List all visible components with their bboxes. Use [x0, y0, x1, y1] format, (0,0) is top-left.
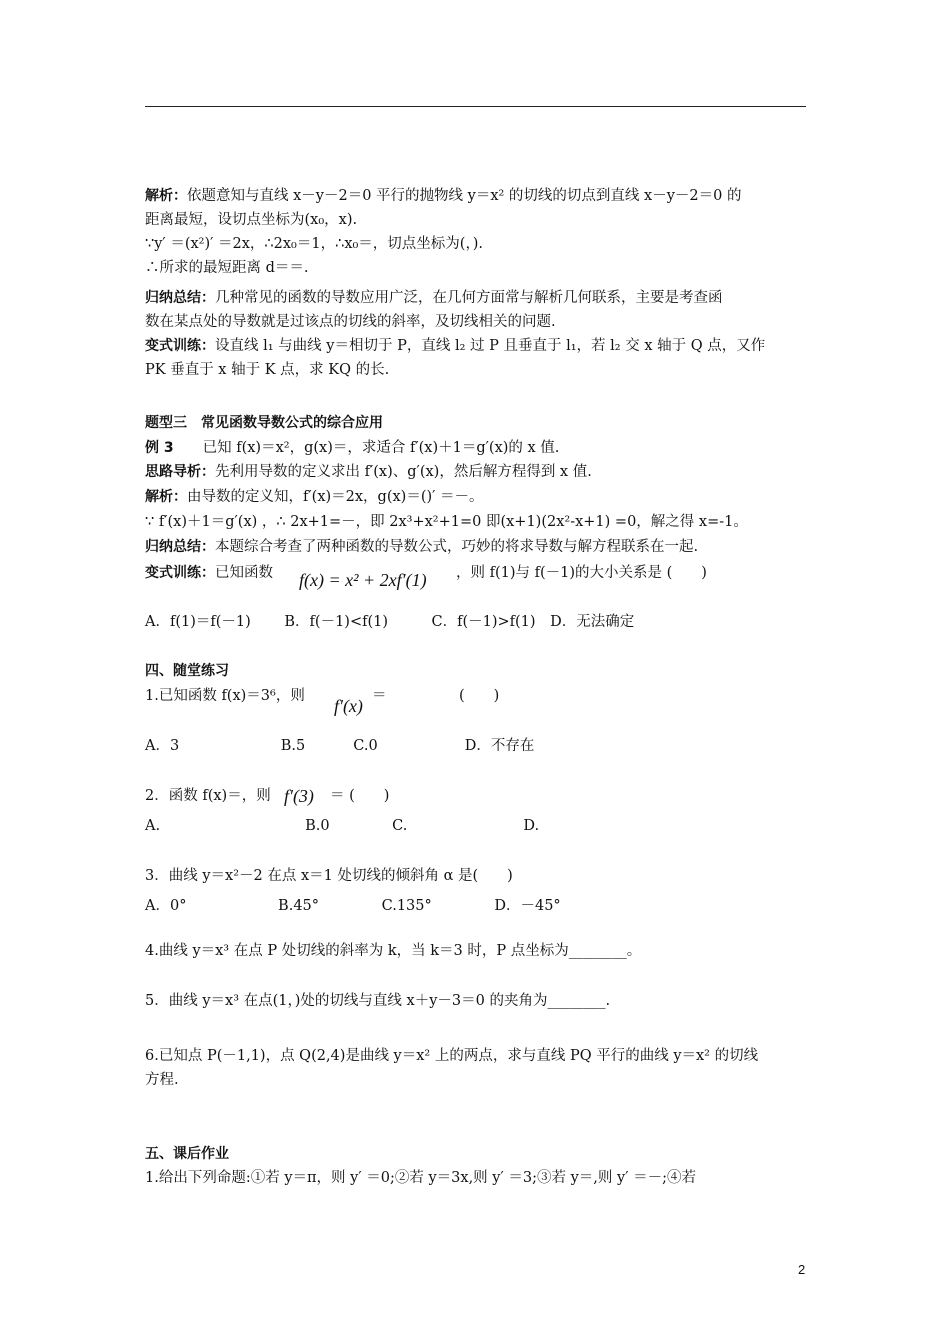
line-text: A．0° B.45° C.135° D．－45°: [145, 898, 561, 914]
text-line: [145, 612, 634, 632]
line-label: 变式训练：: [145, 338, 215, 354]
text-line: [145, 941, 641, 961]
text-line: [145, 991, 610, 1011]
line-text: 3．曲线 y＝x²－2 在点 x＝1 处切线的倾斜角 α 是( ): [145, 868, 513, 884]
text-line: [145, 661, 229, 681]
line-text: 6.已知点 P(－1,1)，点 Q(2,4)是曲线 y＝x² 上的两点，求与直线 PQ 平行的曲线 y＝x² 的切线: [145, 1048, 759, 1064]
text-line: [145, 312, 556, 332]
text-line: [145, 438, 559, 458]
line-text: 4.曲线 y＝x³ 在点 P 处切线的斜率为 k，当 k＝3 时，P 点坐标为________。: [145, 943, 642, 959]
line-label: 解析：: [145, 188, 187, 204]
line-label: 变式训练：: [145, 565, 215, 581]
line-text: A．f(1)＝f(－1) B．f(－1)<f(1) C．f(－1)>f(1) D．无法确定: [145, 614, 635, 630]
line-label: 题型三 常见函数导数公式的综合应用: [145, 415, 383, 431]
formula-f2-suffix: ＝ ( ): [372, 688, 500, 704]
text-line: [145, 487, 484, 507]
text-line: [145, 563, 273, 583]
line-text: 先利用导数的定义求出 f′(x)、g′(x)，然后解方程得到 x 值.: [215, 464, 592, 480]
line-text: 1.已知函数 f(x)＝3⁶，则: [145, 688, 305, 704]
text-line: [145, 360, 389, 380]
line-text: ∵ f′(x)＋1＝g′(x) ，∴ 2x+1=－，即 2x³+x²+1=0 即(x+1)(2x²-x+1) =0，解之得 x=-1。: [145, 514, 748, 530]
text-line: [145, 462, 592, 482]
formula-f1: f(x) = x² + 2xf′(1): [299, 570, 427, 590]
line-text: 1.给出下列命题:①若 y＝π，则 y′ ＝0;②若 y＝3x,则 y′ ＝3;③若 y＝,则 y′ ＝－;④若: [145, 1170, 696, 1186]
text-line: [145, 1144, 229, 1164]
text-line: [145, 234, 483, 254]
line-text: 本题综合考查了两种函数的导数公式，巧妙的将求导数与解方程联系在一起.: [215, 539, 699, 555]
text-line: [145, 288, 723, 308]
line-text: 5．曲线 y＝x³ 在点(1，)处的切线与直线 x＋y－3＝0 的夹角为________.: [145, 993, 611, 1009]
text-line: [145, 413, 383, 433]
formula-f2: f′(x): [334, 696, 363, 716]
text-line: [145, 896, 561, 916]
line-text: 数在某点处的导数就是过该点的切线的斜率，及切线相关的问题.: [145, 314, 556, 330]
text-line: [145, 686, 305, 706]
formula-f3: f′(3): [284, 786, 314, 806]
text-line: [145, 186, 741, 206]
text-line: [145, 866, 513, 886]
line-text: 方程.: [145, 1072, 179, 1088]
line-label: 归纳总结：: [145, 290, 215, 306]
formula-f1-suffix: ，则 f(1)与 f(－1)的大小关系是 ( ): [456, 565, 707, 581]
text-line: [145, 816, 539, 836]
line-label: 五、课后作业: [145, 1146, 229, 1162]
header-rule: [145, 106, 806, 107]
page-number: 2: [798, 1262, 806, 1277]
text-line: [145, 336, 765, 356]
line-text: 设直线 l₁ 与曲线 y＝相切于 P，直线 l₂ 过 P 且垂直于 l₁，若 l₂ 交 x 轴于 Q 点，又作: [215, 338, 766, 354]
line-text: 依题意知与直线 x－y－2＝0 平行的抛物线 y＝x² 的切线的切点到直线 x－y－2＝0 的: [187, 188, 742, 204]
line-text: PK 垂直于 x 轴于 K 点，求 KQ 的长.: [145, 362, 390, 378]
line-text: A．3 B.5 C.0 D．不存在: [145, 738, 535, 754]
line-label: 思路导析：: [145, 464, 215, 480]
line-text: 由导数的定义知，f′(x)＝2x，g(x)＝()′ ＝－。: [187, 489, 484, 505]
line-text: 已知 f(x)＝x²，g(x)＝，求适合 f′(x)＋1＝g′(x)的 x 值.: [173, 440, 560, 456]
line-label: 解析：: [145, 489, 187, 505]
line-text: 几种常见的函数的导数应用广泛，在几何方面常与解析几何联系，主要是考查函: [215, 290, 723, 306]
text-line: [145, 1046, 758, 1066]
line-text: ∴所求的最短距离 d＝＝.: [145, 260, 309, 276]
text-line: [145, 786, 271, 806]
text-line: [145, 1070, 179, 1090]
formula-f3-suffix: ＝ ( ): [330, 788, 390, 804]
line-text: 已知函数: [215, 565, 273, 581]
text-line: [145, 512, 748, 532]
text-line: [145, 210, 357, 230]
line-label: 归纳总结：: [145, 539, 215, 555]
text-line: [145, 1168, 696, 1188]
text-line: [145, 736, 534, 756]
text-line: [145, 258, 309, 278]
line-text: 2．函数 f(x)＝，则: [145, 788, 271, 804]
line-label: 例 3: [145, 440, 174, 456]
line-text: ∵y′ ＝(x²)′ ＝2x，∴2x₀＝1，∴x₀＝，切点坐标为(，).: [145, 236, 483, 252]
line-text: 距离最短，设切点坐标为(x₀，x).: [145, 212, 358, 228]
line-text: A. B.0 C. D.: [145, 818, 540, 834]
line-label: 四、随堂练习: [145, 663, 229, 679]
text-line: [145, 537, 698, 557]
